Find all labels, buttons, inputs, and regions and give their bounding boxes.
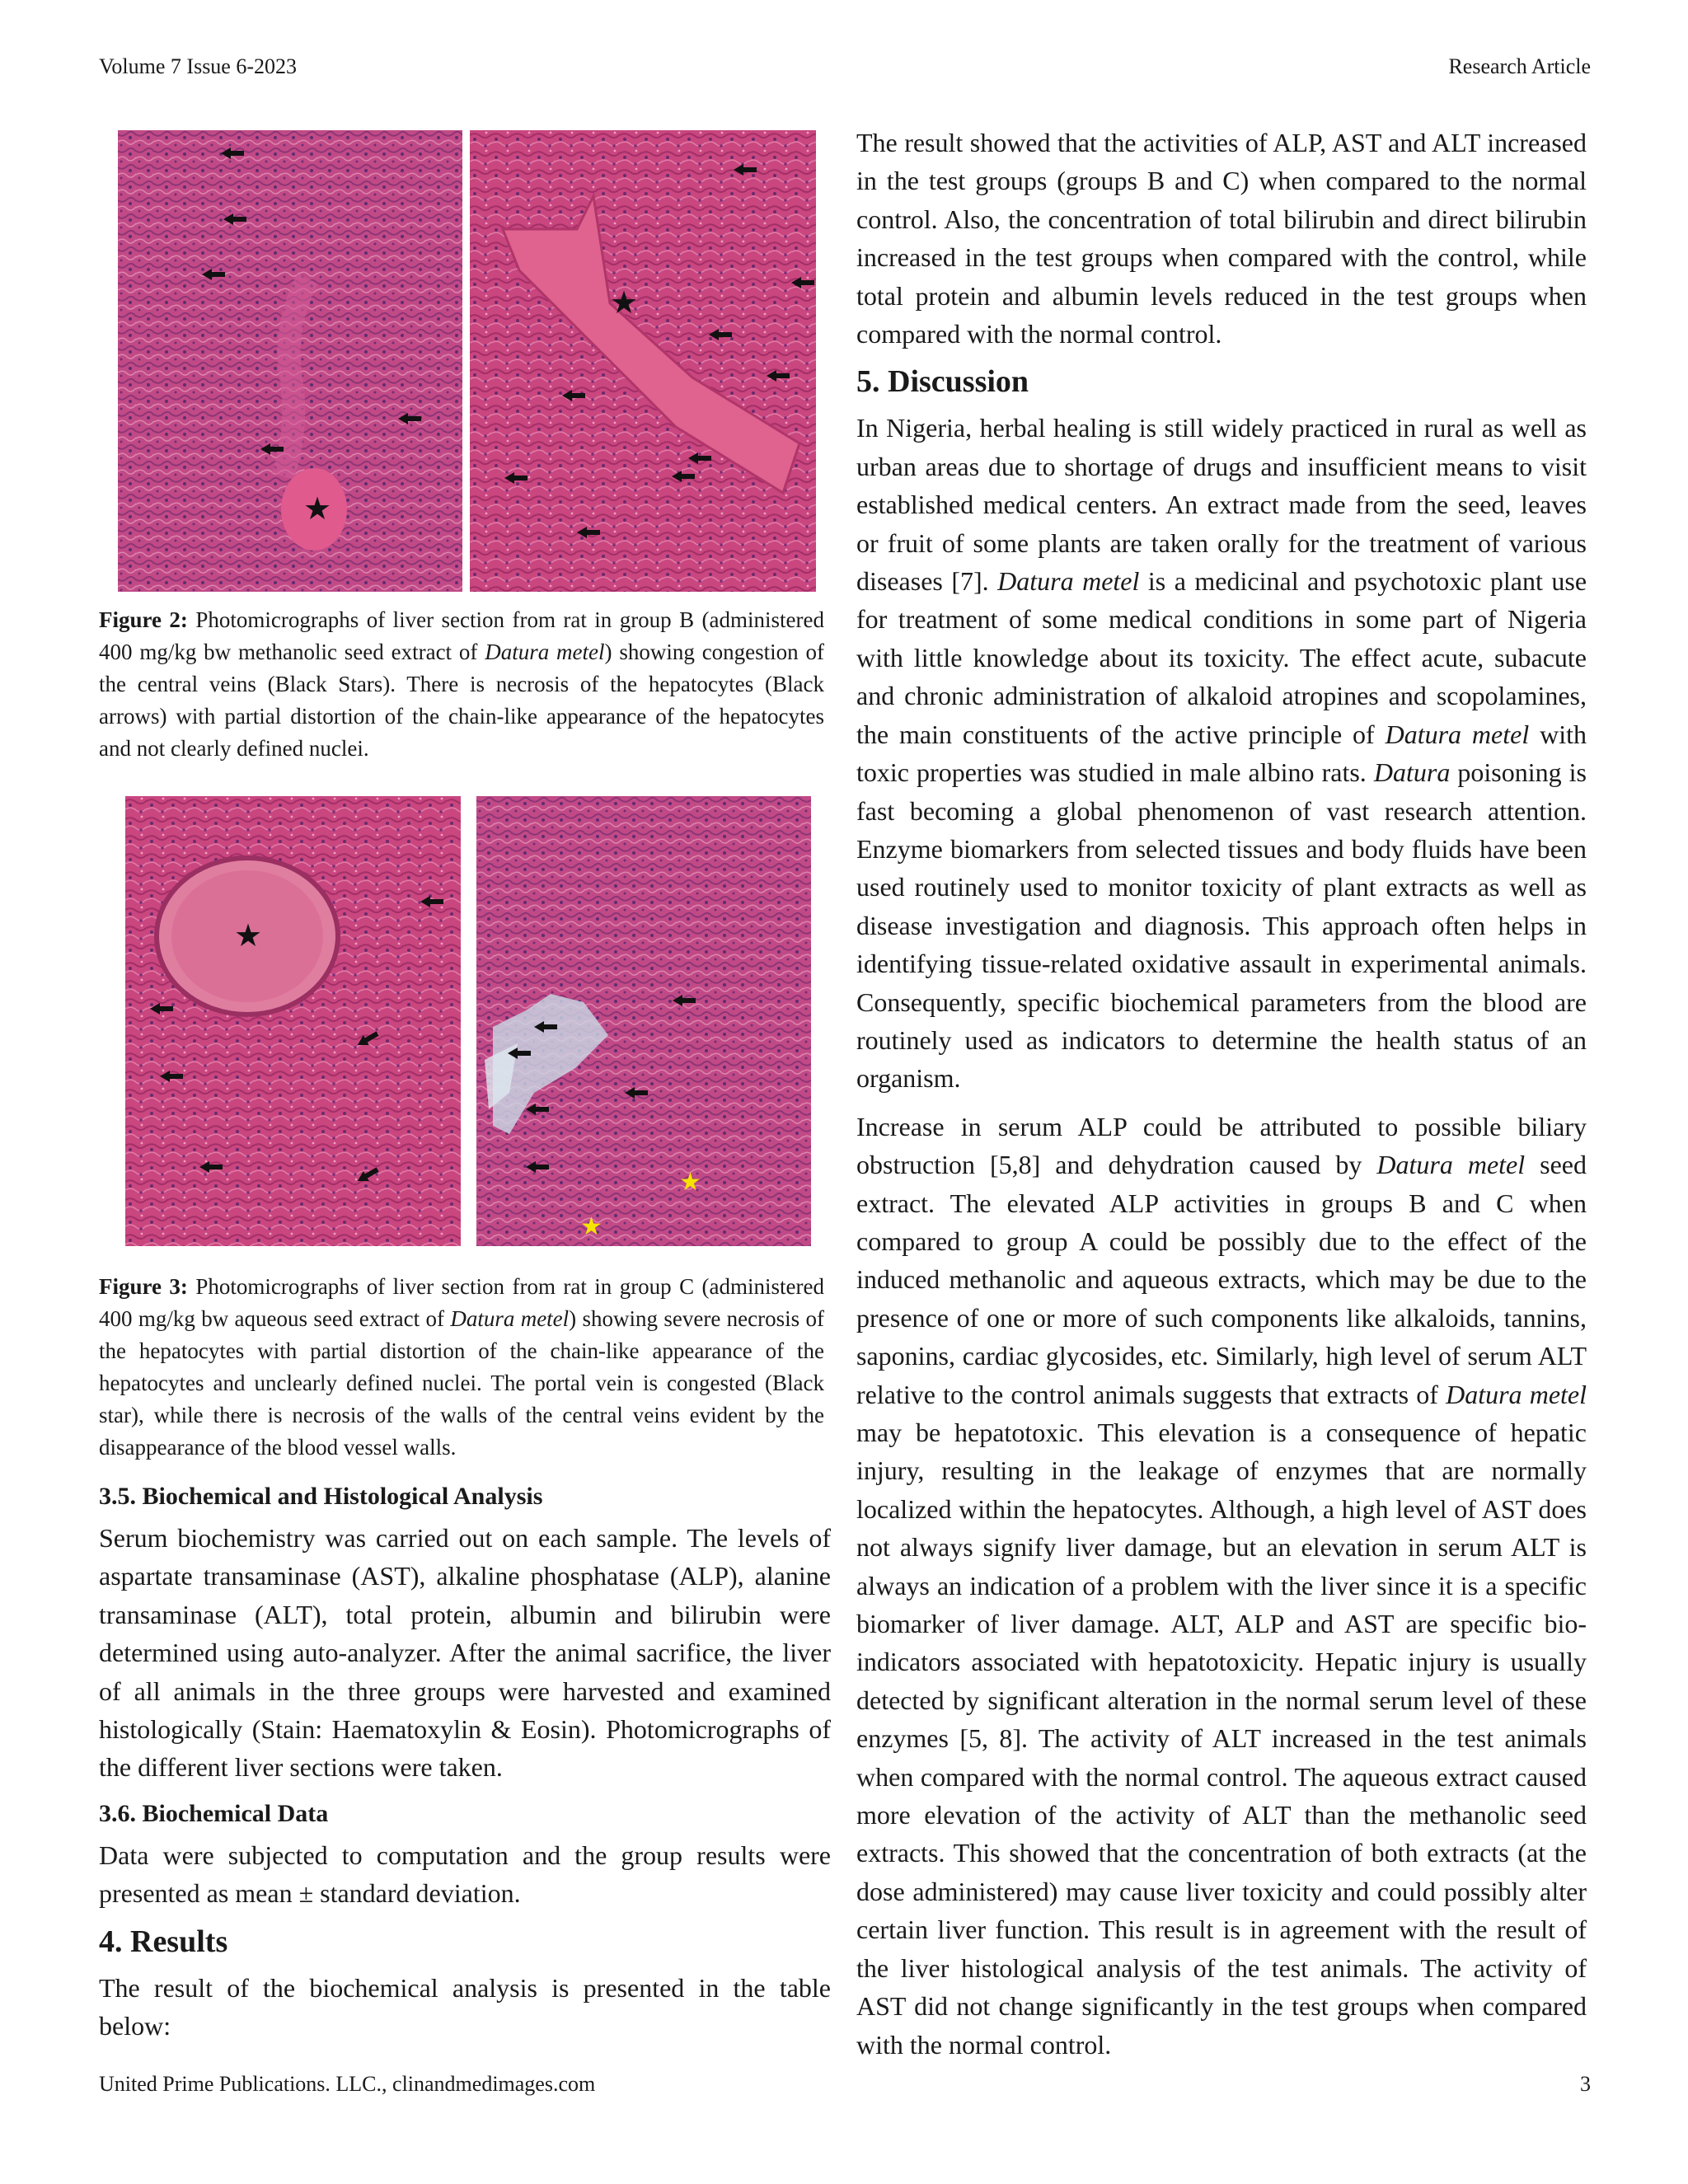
right-column-body xyxy=(856,124,1587,2064)
results-paragraph: The result showed that the activities of ALP, AST and ALT increased in the test groups (groups B and C) when compared to the normal control. Also, the concentration of total bilirubin and direct bilirubin increased in the test groups when compared with the control, while total protein and albumin levels reduced in the test groups when compared with the normal control. xyxy=(856,128,1587,349)
figure3-micrograph-left xyxy=(125,796,461,1246)
figure2-text-a: Photomicrographs of liver section from rat in group B (administered 400 mg/kg bw methanolic seed extract of xyxy=(99,607,824,664)
discussion-1-text-d: poisoning is fast becoming a global phenomenon of vast research attention. Enzyme biomarkers from selected tissues and body fluids have been used routinely used to monitor toxicity of plant extracts as well as disease investigation and diagnosis. This approach often helps in identifying tissue-related oxidative assault in experimental animals. Consequently, specific biochemical parameters from the blood are routinely used as indicators to determine the health status of an organism. xyxy=(856,757,1587,1094)
star-marker: ★ xyxy=(610,286,639,321)
figure2-text-b: ) showing congestion of the central veins (Black Stars). There is necrosis of the hepatocytes (Black arrows) with partial distortion of the chain-like appearance of the hepatocytes and not clearly defined nuclei. xyxy=(99,640,825,761)
section-4-heading: 4. Results xyxy=(99,1924,228,1959)
discussion-1-text-a: In Nigeria, herbal healing is still widely practiced in rural as well as urban areas due to shortage of drugs and insufficient means to visit established medical centers. An extract made from the seed, leaves or fruit of some plants are taken orally for the treatment of various diseases [7]. xyxy=(856,413,1587,597)
discussion-paragraph-2 xyxy=(856,1108,1587,2064)
discussion-2-species-1: Datura metel xyxy=(1376,1150,1526,1180)
figure2-micrograph-right xyxy=(470,130,816,592)
star-marker: ★ xyxy=(303,492,332,527)
article-type: Research Article xyxy=(1448,54,1591,78)
figure3-text-a: Photomicrographs of liver section from rat in group C (administered 400 mg/kg bw aqueous seed extract of xyxy=(99,1274,824,1331)
discussion-1-text-c: with toxic properties was studied in male albino rats. xyxy=(856,719,1587,788)
discussion-2-species-2: Datura metel xyxy=(1446,1379,1587,1409)
discussion-1-species-2: Datura metel xyxy=(1385,719,1530,749)
figure3-label: Figure 3: xyxy=(99,1274,188,1299)
discussion-paragraph-1 xyxy=(856,409,1587,1097)
section-3-5-paragraph: Serum biochemistry was carried out on each sample. The levels of aspartate transaminase (AST), alkaline phosphatase (ALP), alanine transaminase (ALT), total protein, albumin and bilirubin were determined using auto-analyzer. After the animal sacrifice, the liver of all animals in the three groups were harvested and examined histologically (Stain: Haematoxylin & Eosin). Photomicrographs of the different liver sections were taken. xyxy=(99,1523,831,1783)
discussion-1-text-b: is a medicinal and psychotoxic plant use for treatment of some medical conditions in some part of Nigeria with little knowledge about its toxicity. The effect acute, subacute and chronic administration of alkaloid atropines and scopolamines, the main constituents of the active principle of xyxy=(856,566,1587,749)
figure3-caption xyxy=(99,1271,824,1464)
discussion-2-text-c: may be hepatotoxic. This elevation is a consequence of hepatic injury, resulting in the leakage of enzymes that are normally localized within the hepatocytes. Although, a high level of AST does not always signify liver damage, but an elevation in serum ALT is always an indication of a problem with the liver since it is a specific biomarker of liver damage. ALT, ALP and AST are specific bio-indicators associated with hepatotoxicity. Hepatic injury is usually detected by significant alteration in the normal serum level of these enzymes [5, 8]. The activity of ALT increased in the test animals when compared with the normal control. The aqueous extract caused more elevation of the activity of ALT than the methanolic seed extracts. This showed that the concentration of both extracts (at the dose administered) may cause liver toxicity and could possibly alter certain liver function. This result is in agreement with the result of the liver histological analysis of the test animals. The activity of AST did not change significantly in the test groups when compared with the normal control. xyxy=(856,1418,1587,2060)
yellow-star-marker: ★ xyxy=(580,1213,603,1240)
figure2-caption xyxy=(99,604,824,765)
figure3-species: Datura metel xyxy=(450,1306,570,1331)
section-3-5-heading: 3.5. Biochemical and Histological Analysis xyxy=(99,1483,543,1510)
page-number: 3 xyxy=(1580,2072,1591,2096)
section-3-6-paragraph: Data were subjected to computation and the group results were presented as mean ± standard deviation. xyxy=(99,1840,831,1909)
section-3-6-heading: 3.6. Biochemical Data xyxy=(99,1799,329,1827)
figure2-micrograph-left xyxy=(118,130,462,592)
publisher-footer: United Prime Publications. LLC., clinandmedimages.com xyxy=(99,2072,596,2096)
discussion-2-text-b: seed extract. The elevated ALP activities in groups B and C when compared to group A could be possibly due to the effect of the induced methanolic and aqueous extracts, which may be due to the presence of one or more of such components like alkaloids, tannins, saponins, cardiac glycosides, etc. Similarly, high level of serum ALT relative to the control animals suggests that extracts of xyxy=(856,1150,1587,1409)
discussion-2-text-a: Increase in serum ALP could be attributed to possible biliary obstruction [5,8] and dehydration caused by xyxy=(856,1111,1587,1180)
journal-volume: Volume 7 Issue 6-2023 xyxy=(99,54,298,78)
left-column-body xyxy=(99,1479,831,2045)
discussion-1-genus: Datura xyxy=(1373,757,1451,788)
figure3-micrograph-right xyxy=(476,796,811,1246)
figure3-text-b: ) showing severe necrosis of the hepatocytes with partial distortion of the chain-like appearance of the hepatocytes and unclearly defined nuclei. The portal vein is congested (Black star), while there is necrosis of the walls of the central veins evident by the disappearance of the blood vessel walls. xyxy=(99,1306,824,1460)
star-marker: ★ xyxy=(234,919,263,954)
section-4-paragraph: The result of the biochemical analysis is presented in the table below: xyxy=(99,1972,831,2041)
figure2-species: Datura metel xyxy=(485,640,605,664)
yellow-star-marker: ★ xyxy=(679,1169,701,1196)
figure2-label: Figure 2: xyxy=(99,607,188,632)
section-5-heading: 5. Discussion xyxy=(856,364,1029,400)
discussion-1-species-1: Datura metel xyxy=(997,566,1140,597)
